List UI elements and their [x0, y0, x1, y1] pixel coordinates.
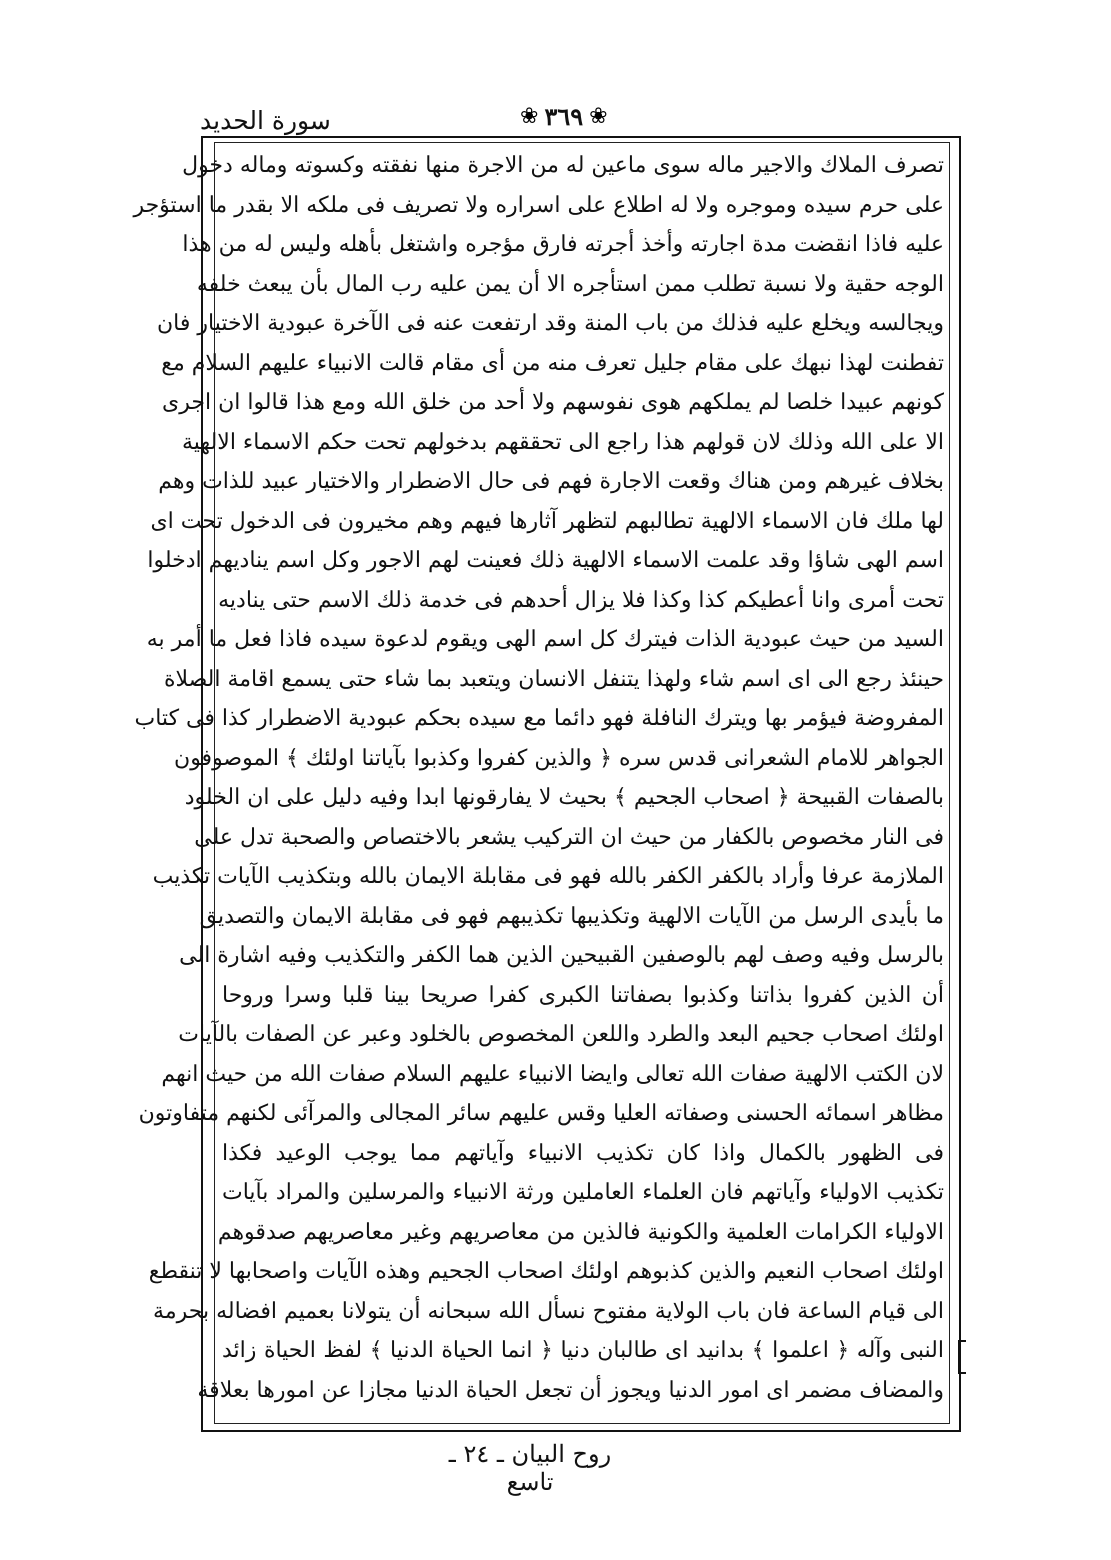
text-line: الجواهر للامام الشعرانى قدس سره ﴿ والذين كفروا وكذبوا بآياتنا اولئك ﴾ الموصوفون [174, 745, 944, 771]
text-line: على حرم سيده وموجره ولا له اطلاع على اسراره ولا تصريف فى ملكه الا بقدر ما استؤجر [133, 192, 944, 218]
text-line: فى الظهور بالكمال واذا كان تكذيب الانبياء وآياتهم مما يوجب الوعيد فكذا [222, 1140, 944, 1166]
text-line: بخلاف غيرهم ومن هناك وقعت الاجارة فهم فى حال الاضطرار والاختيار عبيد للذات وهم [158, 469, 944, 494]
text-line: السيد من حيث عبودية الذات فيترك كل اسم الهى ويقوم لدعوة سيده فاذا فعل ما أمر به [146, 627, 944, 652]
text-line: الا على الله وذلك لان قولهم هذا راجع الى تحققهم بدخولهم تحت حكم الاسماء الالهية [182, 429, 944, 455]
text-line: بالصفات القبيحة ﴿ اصحاب الجحيم ﴾ بحيث لا يفارقونها ابدا وفيه دليل على ان الخلود [184, 785, 944, 810]
text-line: لان الكتب الالهية صفات الله تعالى وايضا الانبياء عليهم السلام صفات الله من حيث انهم [161, 1061, 944, 1087]
text-line: الوجه حقية ولا نسبة تطلب ممن استأجره الا أن يمن عليه رب المال بأن يبعث خلفه [196, 271, 944, 297]
text-line: النبى وآله ﴿ اعلموا ﴾ بدانيد اى طالبان دنيا ﴿ انما الحياة الدنيا ﴾ لفظ الحياة زائد [222, 1338, 944, 1363]
margin-bracket [958, 1340, 966, 1374]
text-line: ما بأيدى الرسل من الآيات الالهية وتكذيبها تكذيبهم فهو فى مقابلة الايمان والتصديق [199, 903, 944, 929]
text-line: تصرف الملاك والاجير ماله سوى ماعين له من الاجرة منها نفقته وكسوته وماله دخول [182, 153, 944, 178]
text-line: أن الذين كفروا بذاتنا وكذبوا بصفاتنا الكبرى كفرا صريحا بينا قلبا وسرا وروحا [222, 982, 944, 1008]
text-line: حينئذ رجع الى اى اسم شاء ولهذا يتنفل الانسان ويتعبد بما شاء حتى يسمع اقامة الصلاة [163, 666, 944, 692]
page-header [200, 98, 945, 140]
text-line: المفروضة فيؤمر بها ويترك النافلة فهو دائما مع سيده بحكم عبودية الاضطرار كذا فى كتاب [134, 706, 944, 731]
text-line: تفطنت لهذا نبهك على مقام جليل تعرف منه من أى مقام قالت الانبياء عليهم السلام مع [161, 350, 944, 376]
page-number: ٣٦٩ [544, 101, 584, 131]
ornament-right-icon: ❀ [589, 103, 608, 129]
text-line: فى النار مخصوص بالكفار من حيث ان التركيب يشعر بالاختصاص والصحبة تدل على [194, 824, 944, 850]
text-line: ويجالسه ويخلع عليه فذلك من باب المنة وقد ارتفعت عنه فى الآخرة عبودية الاختيار فان [157, 311, 944, 336]
page-number-block [520, 98, 608, 134]
text-line: لها ملك فان الاسماء الالهية تطالبهم لتظهر آثارها فيهم وهم مخيرون فى الدخول تحت اى [150, 508, 944, 534]
text-line: بالرسل وفيه وصف لهم بالوصفين القبيحين الذين هما الكفر والتكذيب وفيه اشارة الى [179, 943, 944, 968]
text-line: الى قيام الساعة فان باب الولاية مفتوح نسأل الله سبحانه أن يتولانا بعميم افضاله بحرمة [153, 1298, 944, 1324]
text-line: كونهم عبيدا خلصا لم يملكهم هوى نفوسهم ولا أحد من خلق الله ومع هذا قالوا ان اجرى [162, 390, 944, 415]
surah-name: سورة الحديد [200, 106, 331, 135]
text-line: اسم الهى شاؤا وقد علمت الاسماء الالهية ذلك فعينت لهم الاجور وكل اسم يناديهم ادخلوا [147, 548, 944, 573]
text-line: الملازمة عرفا وأراد بالكفر الكفر بالله فهو فى مقابلة الايمان بالله وبتكذيب الآيات تكذيب [152, 864, 944, 889]
text-line: تكذيب الاولياء وآياتهم فان العلماء العاملين ورثة الانبياء والمرسلين والمراد بآيات [222, 1180, 944, 1205]
text-line: تحت أمرى وانا أعطيكم كذا وكذا فلا يزال أحدهم فى خدمة ذلك الاسم حتى يناديه [218, 587, 944, 613]
text-line: اولئك اصحاب النعيم والذين كذبوهم اولئك اصحاب الجحيم وهذه الآيات واصحابها لا تنقطع [148, 1259, 944, 1284]
text-line: عليه فاذا انقضت مدة اجارته وأخذ أجرته فارق مؤجره واشتغل بأهله وليس له من هذا [182, 232, 944, 257]
text-line: والمضاف مضمر اى امور الدنيا ويجوز أن تجعل الحياة الدنيا مجازا عن امورها بعلاقة [197, 1377, 944, 1403]
ornament-left-icon: ❀ [520, 103, 539, 129]
footer-signature: روح البيان ـ ٢٤ ـ تاسع [448, 1440, 612, 1496]
text-line: اولئك اصحاب جحيم البعد والطرد واللعن المخصوص بالخلود وعبر عن الصفات بالآيات [178, 1022, 944, 1047]
text-line: مظاهر اسمائه الحسنى وصفاته العليا وقس عليهم سائر المجالى والمرآئى لكنهم متفاوتون [138, 1101, 944, 1126]
text-line: الاولياء الكرامات العلمية والكونية فالذين من معاصريهم وغير معاصريهم صدقوهم [217, 1219, 944, 1245]
main-text [133, 146, 944, 1416]
